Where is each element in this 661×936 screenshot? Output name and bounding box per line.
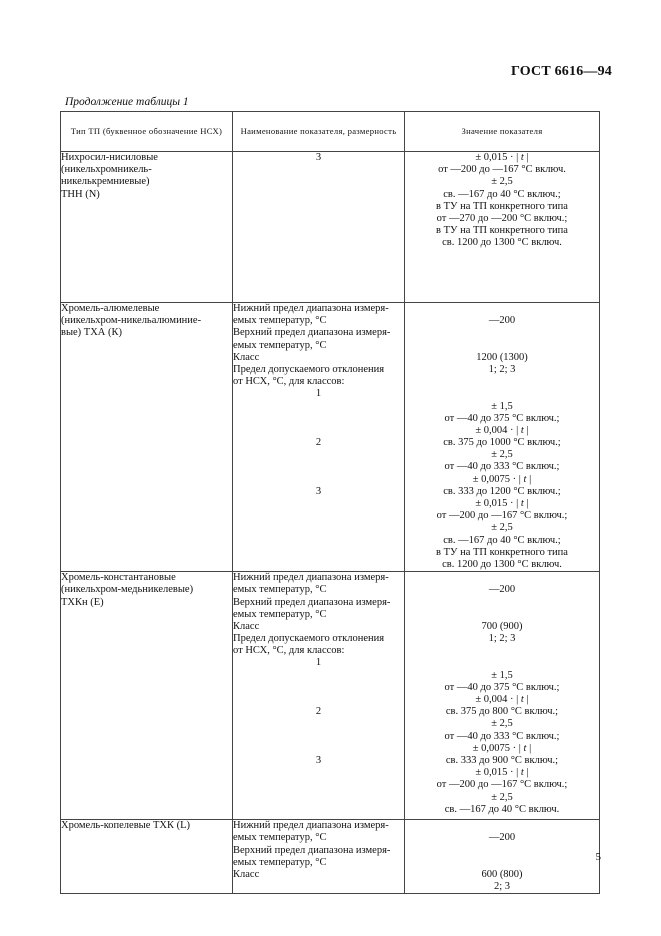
indicator-line <box>233 498 404 510</box>
type-line: ТНН (N) <box>61 188 100 200</box>
indicator-line: Предел допускаемого отклонения <box>233 363 385 375</box>
indicator-line: Класс <box>233 351 260 363</box>
value-line: св. 375 до 800 °С включ.; <box>445 706 559 718</box>
value-line: св. 1200 до 1300 °С включ. <box>442 237 562 249</box>
indicator-line <box>233 461 404 473</box>
indicator-cell <box>233 303 405 572</box>
value-line: от —200 до —167 °С включ.; <box>436 510 568 522</box>
value-line: 1; 2; 3 <box>488 363 516 375</box>
document-standard-number: ГОСТ 6616—94 <box>511 64 612 79</box>
indicator-line <box>233 522 404 534</box>
value-line: от —40 до 375 °С включ.; <box>444 681 560 693</box>
indicator-line: 2 <box>315 437 322 449</box>
value-line: св. 375 до 1000 °С включ.; <box>443 437 561 449</box>
value-line <box>405 388 599 400</box>
type-line: ТХКн (Е) <box>61 596 104 608</box>
value-line: св. —167 до 40 °С включ. <box>444 803 560 815</box>
value-line: от —200 до —167 °С включ.; <box>436 779 568 791</box>
type-cell <box>61 303 233 572</box>
table-row <box>61 303 600 572</box>
value-line <box>405 609 599 621</box>
indicator-line: от НСХ, °С, для классов: <box>233 376 345 388</box>
table-body <box>61 152 600 894</box>
indicator-line <box>233 201 404 213</box>
value-line: св. —167 до 40 °С включ.; <box>443 188 561 200</box>
value-line: —200 <box>488 832 516 844</box>
indicator-line <box>233 792 404 804</box>
indicator-line: 1 <box>315 657 322 669</box>
indicator-line: Класс <box>233 620 260 632</box>
value-line: ± 0,004 · | t | <box>475 694 529 705</box>
type-line: Хромель-константановые <box>61 572 176 584</box>
value-line: св. —167 до 40 °С включ.; <box>443 534 561 546</box>
indicator-line <box>233 413 404 425</box>
indicator-line: 2 <box>315 706 322 718</box>
indicator-line <box>233 237 404 249</box>
indicator-line: Предел допускаемого отклонения <box>233 633 385 645</box>
indicator-line: Нижний предел диапазона измеря- <box>233 303 389 314</box>
indicator-line <box>233 189 404 201</box>
type-line: никелькремниевые) <box>61 176 150 188</box>
value-line: ± 0,0075 · | t | <box>472 742 532 754</box>
value-line: ± 0,015 · | t | <box>475 767 529 779</box>
table-row <box>61 572 600 820</box>
type-cell <box>61 152 233 303</box>
value-line: св. 1200 до 1300 °С включ. <box>442 558 562 570</box>
indicator-line <box>233 164 404 176</box>
indicator-line <box>233 425 404 437</box>
table-row <box>61 820 600 894</box>
value-line <box>405 572 599 584</box>
indicator-line <box>233 718 404 730</box>
indicator-line <box>233 547 404 559</box>
indicator-line <box>233 694 404 706</box>
value-line <box>405 820 599 832</box>
indicator-line <box>233 510 404 522</box>
value-line: 600 (800) <box>481 868 523 880</box>
indicator-line: Верхний предел диапазона измеря- <box>233 844 391 856</box>
value-line: ± 1,5 <box>491 400 513 412</box>
value-cell <box>405 152 600 303</box>
page-number: 5 <box>595 851 601 863</box>
column-header-indicator: Наименование показателя, размерность <box>233 112 405 152</box>
indicator-line <box>233 449 404 461</box>
indicator-line <box>233 682 404 694</box>
parameters-table <box>60 111 600 894</box>
value-line: ± 2,5 <box>491 449 513 461</box>
value-cell <box>405 303 600 572</box>
value-line: от —200 до —167 °С включ. <box>438 164 566 176</box>
value-line <box>405 645 599 657</box>
value-line: ± 2,5 <box>491 718 513 730</box>
value-cell <box>405 820 600 894</box>
value-line: —200 <box>488 584 516 596</box>
value-line: ± 2,5 <box>491 176 513 188</box>
value-line <box>405 657 599 669</box>
type-line: (никельхромникель- <box>61 164 152 176</box>
type-line: вые) ТХА (К) <box>61 327 122 339</box>
indicator-line: Класс <box>233 868 260 880</box>
value-line: от —40 до 333 °С включ.; <box>444 730 560 742</box>
indicator-line: емых температур, °С <box>233 315 327 327</box>
indicator-line: емых температур, °С <box>233 832 327 844</box>
value-line: ± 0,0075 · | t | <box>472 473 532 485</box>
value-line: 2; 3 <box>493 881 511 893</box>
indicator-line <box>233 535 404 547</box>
value-line: 700 (900) <box>481 620 523 632</box>
type-line: Хромель-копелевые ТХК (L) <box>61 820 191 832</box>
value-line: в ТУ на ТП конкретного типа <box>436 225 568 237</box>
indicator-line <box>233 731 404 743</box>
value-line: ± 2,5 <box>491 522 513 534</box>
indicator-line <box>233 176 404 188</box>
indicator-line: емых температур, °С <box>233 339 327 351</box>
indicator-line <box>233 213 404 225</box>
indicator-line: емых температур, °С <box>233 584 327 596</box>
type-line: (никельхром-медьникелевые) <box>61 584 194 596</box>
value-line: ± 1,5 <box>491 669 513 681</box>
indicator-line: 3 <box>315 485 322 497</box>
value-cell <box>405 572 600 820</box>
indicator-line <box>233 474 404 486</box>
type-line: (никельхром-никельалюминие- <box>61 315 202 327</box>
indicator-line: 3 <box>315 754 322 766</box>
value-line: в ТУ на ТП конкретного типа <box>436 546 568 558</box>
value-line: 1200 (1300) <box>476 351 528 363</box>
value-line: ± 0,015 · | t | <box>475 152 529 163</box>
indicator-line: емых температур, °С <box>233 856 327 868</box>
value-line <box>405 376 599 388</box>
indicator-line: емых температур, °С <box>233 608 327 620</box>
value-line <box>405 857 599 869</box>
indicator-cell <box>233 152 405 303</box>
table-continuation-label: Продолжение таблицы 1 <box>65 96 189 108</box>
value-line <box>405 303 599 315</box>
indicator-line: 1 <box>315 388 322 400</box>
column-header-type: Тип ТП (буквенное обозначение НСХ) <box>61 112 233 152</box>
indicator-line <box>233 670 404 682</box>
type-line: Нихросил-нисиловые <box>61 152 158 163</box>
value-line: ± 0,015 · | t | <box>475 498 529 509</box>
value-line: в ТУ на ТП конкретного типа <box>436 200 568 212</box>
value-line: св. 333 до 900 °С включ.; <box>445 754 559 766</box>
value-line: св. 333 до 1200 °С включ.; <box>443 485 561 497</box>
indicator-line <box>233 779 404 791</box>
type-cell <box>61 572 233 820</box>
indicator-line: 3 <box>315 152 322 163</box>
table-header-row <box>61 112 600 152</box>
value-line: от —40 до 375 °С включ.; <box>444 412 560 424</box>
indicator-line <box>233 767 404 779</box>
column-header-value: Значение показателя <box>405 112 600 152</box>
indicator-line: от НСХ, °С, для классов: <box>233 645 345 657</box>
value-line: 1; 2; 3 <box>488 633 516 645</box>
indicator-line <box>233 401 404 413</box>
value-line: от —270 до —200 °С включ.; <box>436 212 568 224</box>
value-line: от —40 до 333 °С включ.; <box>444 461 560 473</box>
value-line <box>405 327 599 339</box>
indicator-line: Верхний предел диапазона измеря- <box>233 596 391 608</box>
indicator-line <box>233 743 404 755</box>
table-row <box>61 152 600 303</box>
value-line: ± 0,004 · | t | <box>475 424 529 436</box>
type-line: Хромель-алюмелевые <box>61 303 160 314</box>
value-line <box>405 597 599 609</box>
indicator-cell <box>233 820 405 894</box>
value-line: —200 <box>488 315 516 327</box>
indicator-line: Нижний предел диапазона измеря- <box>233 820 389 832</box>
indicator-line <box>233 225 404 237</box>
indicator-line: Нижний предел диапазона измеря- <box>233 572 389 584</box>
value-line <box>405 340 599 352</box>
value-line: ± 2,5 <box>491 791 513 803</box>
value-line <box>405 845 599 857</box>
indicator-line: Верхний предел диапазона измеря- <box>233 327 391 339</box>
indicator-cell <box>233 572 405 820</box>
type-cell <box>61 820 233 894</box>
